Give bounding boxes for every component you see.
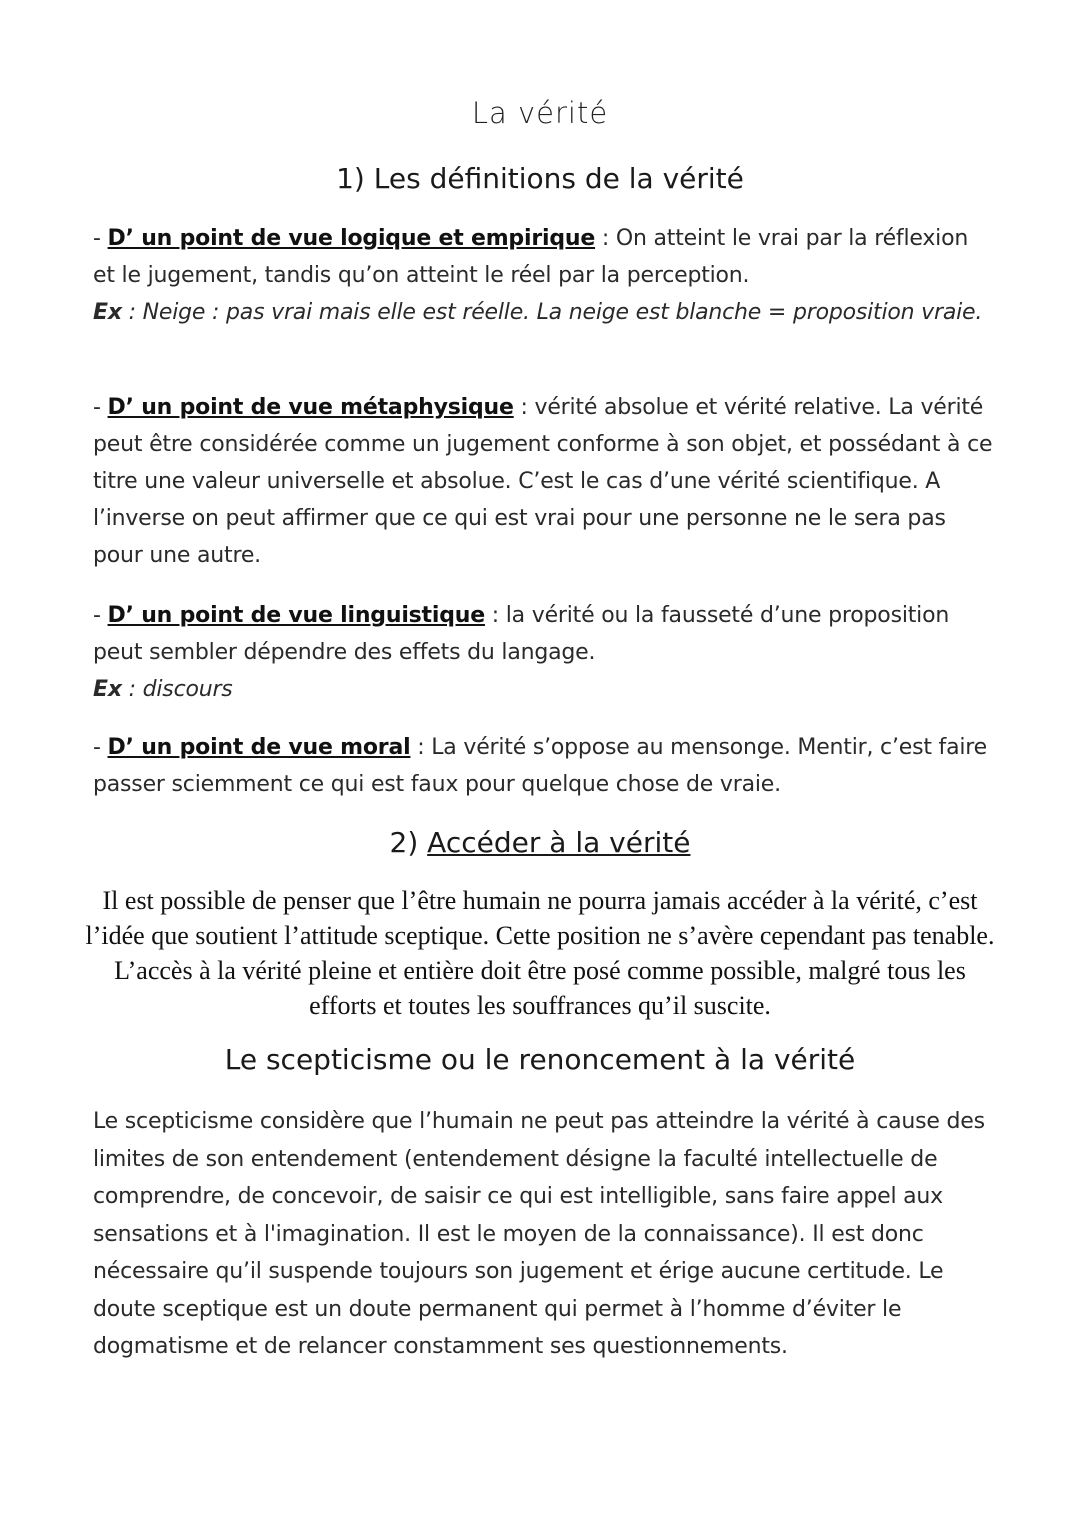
definition-lead: D’ un point de vue linguistique [107,603,485,628]
definition-text: vérité absolue et vérité relative. La vérité peut être considérée comme un jugement conforme à son objet, et possédant à ce titre une valeur universelle et absolue. C’est le cas d’une vérité scientifique. A l’inverse on peut affirmer que ce qui est vrai pour une personne ne le sera pas pour une autre. [93,395,993,568]
definition-logique: - D’ un point de vue logique et empirique : On atteint le vrai par la réflexion et le jugement, tandis qu’on atteint le réel par la perception. Ex : Neige : pas vrai mais elle est réelle. La neige est blanche = proposition vraie. [93,226,983,325]
example-line: Ex : Neige : pas vrai mais elle est réelle. La neige est blanche = proposition vraie. [93,300,983,325]
definition-lead: D’ un point de vue métaphysique [107,395,514,420]
section3-text: Le scepticisme considère que l’humain ne peut pas atteindre la vérité à cause des limites de son entendement (entendement désigne la faculté intellectuelle de comprendre, de concevoir, de saisir ce qui est intelligible, sans faire appel aux sensations et à l'imagination. Il est le moyen de la connaissance). Il est donc nécessaire qu’il suspende toujours son jugement et érige aucune certitude. Le doute sceptique est un doute permanent qui permet à l’homme d’éviter le dogmatisme et de relancer constamment ses questionnements. [93,1109,985,1359]
definition-lead: D’ un point de vue logique et empirique [107,226,596,251]
definition-moral: - D’ un point de vue moral : La vérité s’oppose au mensonge. Mentir, c’est faire passer sciemment ce qui est faux pour quelque chose de vraie. [93,735,987,797]
section1-heading: 1) Les définitions de la vérité [336,162,744,195]
definition-linguistique: - D’ un point de vue linguistique : la vérité ou la fausseté d’une proposition peut sembler dépendre des effets du langage. Ex : discours [93,603,950,702]
definition-lead: D’ un point de vue moral [107,735,411,760]
definition-text: la vérité ou la fausseté d’une proposition peut sembler dépendre des effets du langage. [93,603,950,665]
section2-heading: 2) Accéder à la vérité [389,826,691,859]
section2-intro: Il est possible de penser que l’être humain ne pourra jamais accéder à la vérité, c’est l’idée que soutient l’attitude sceptique. Cette position ne s’avère cependant pas tenable. L’accès à la vérité pleine et entière doit être posé comme possible, malgré tous les efforts et toutes les souffrances qu’il suscite. [85,886,995,1020]
definition-text: On atteint le vrai par la réflexion et le jugement, tandis qu’on atteint le réel par la perception. [93,226,969,288]
section3-heading: Le scepticisme ou le renoncement à la vérité [224,1043,856,1076]
definition-metaphysique: - D’ un point de vue métaphysique : vérité absolue et vérité relative. La vérité peut être considérée comme un jugement conforme à son objet, et possédant à ce titre une valeur universelle et absolue. C’est le cas d’une vérité scientifique. A l’inverse on peut affirmer que ce qui est vrai pour une personne ne le sera pas pour une autre. [93,395,993,568]
page-title: La vérité [471,96,609,130]
definition-text: La vérité s’oppose au mensonge. Mentir, c’est faire passer sciemment ce qui est faux pour quelque chose de vraie. [93,735,987,797]
example-line: Ex : discours [93,677,233,702]
